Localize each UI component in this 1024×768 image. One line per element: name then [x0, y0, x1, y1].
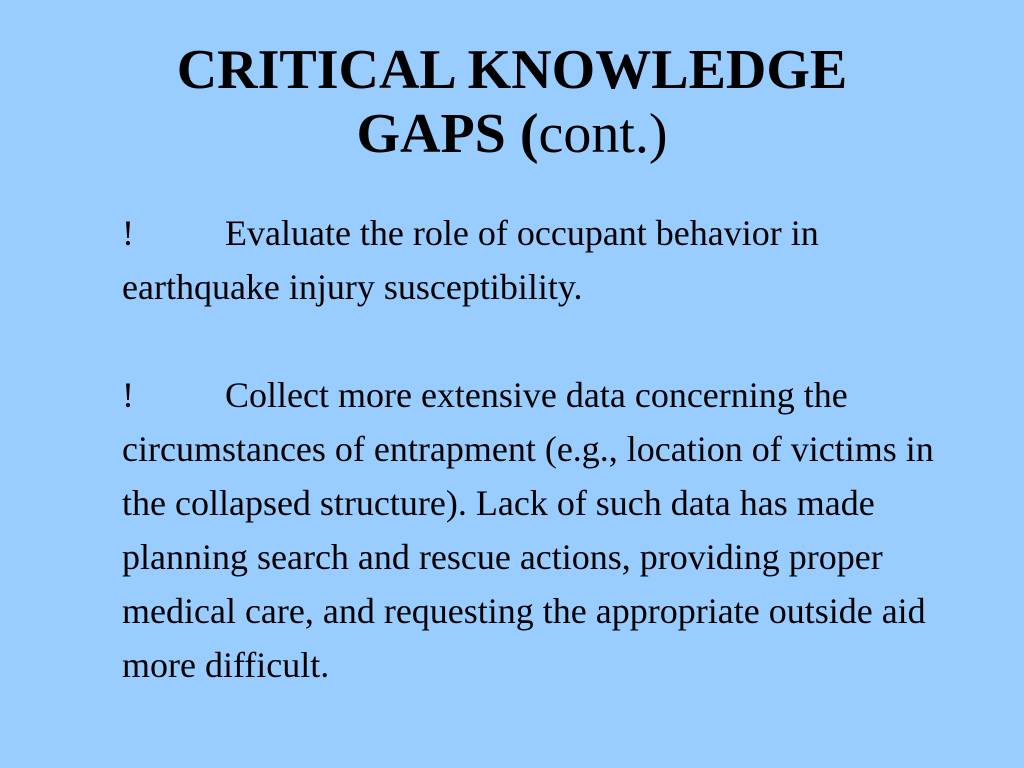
bullet-item: [122, 206, 982, 314]
bullet-mark: !: [122, 213, 134, 253]
slide-body: [122, 206, 982, 692]
title-line-2-bold: GAPS (: [356, 103, 539, 165]
title-line-2: [0, 102, 1024, 166]
slide-title: [0, 38, 1024, 166]
bullet-text: Collect more extensive data concerning the circumstances of entrapment (e.g., location of victims in the collapsed structure). Lack of such data has made planning search and rescue actions, providing proper medical care, and requesting the appropriate outside aid more difficult.: [122, 375, 934, 685]
title-line-2-normal: cont.): [538, 103, 668, 165]
title-line-1: CRITICAL KNOWLEDGE: [176, 39, 848, 101]
bullet-item: [122, 368, 982, 692]
bullet-text: Evaluate the role of occupant behavior in earthquake injury susceptibility.: [122, 213, 819, 307]
bullet-mark: !: [122, 375, 134, 415]
